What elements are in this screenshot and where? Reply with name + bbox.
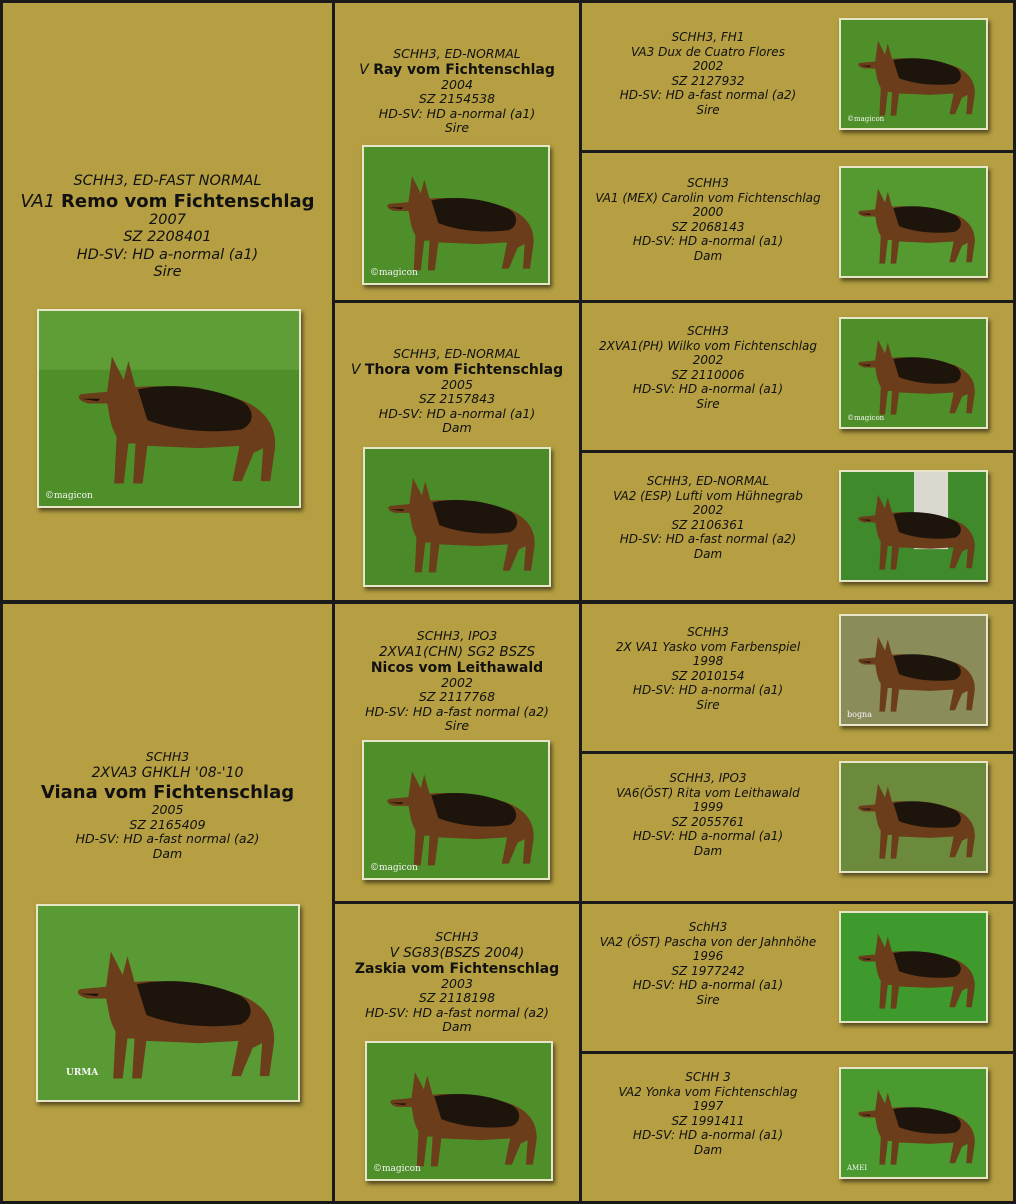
dog-photo[interactable] — [839, 911, 988, 1023]
hd-line: HD-SV: HD a-normal (a1) — [632, 978, 784, 993]
ancestor-info — [3, 173, 332, 282]
dog-photo[interactable] — [839, 761, 988, 873]
name-line — [335, 62, 579, 78]
ancestor-yonka — [582, 1054, 1013, 1201]
dog-photo[interactable] — [36, 904, 300, 1102]
dog-photo-image — [841, 616, 986, 724]
dog-photo-image — [364, 742, 548, 878]
hd-line: HD-SV: HD a-normal (a1) — [632, 1128, 784, 1143]
ancestor-remo — [3, 3, 332, 600]
ancestor-info — [582, 176, 834, 264]
sz-line: SZ 2117768 — [418, 689, 496, 705]
title-line: SCHH3, FH1 — [671, 30, 745, 44]
dog-photo-image — [365, 449, 549, 585]
title-line: SCHH3, ED-FAST NORMAL — [73, 173, 262, 189]
ancestor-info — [582, 625, 834, 713]
sz-line: SZ 1991411 — [671, 1113, 745, 1128]
ancestor-wilko — [582, 303, 1013, 450]
name-line — [335, 362, 579, 378]
ancestor-info — [3, 749, 332, 861]
ancestor-info — [335, 347, 579, 436]
ancestor-info — [335, 930, 579, 1035]
photo-watermark: ©magicon — [847, 115, 885, 123]
hd-line: HD-SV: HD a-normal (a1) — [632, 382, 784, 397]
name-line: VA2 (ESP) Lufti vom Hühnegrab — [613, 488, 803, 503]
hd-line: HD-SV: HD a-normal (a1) — [378, 105, 536, 121]
dog-photo-image — [841, 1069, 986, 1177]
role-line: Sire — [696, 396, 720, 411]
ancestor-yasko — [582, 604, 1013, 751]
year-line: 2002 — [692, 503, 724, 518]
sz-line: SZ 2165409 — [129, 816, 206, 832]
name-line: VA2 Yonka vom Fichtenschlag — [618, 1084, 798, 1099]
ancestor-zaskia — [335, 904, 579, 1201]
sz-line: SZ 2154538 — [418, 91, 496, 107]
dog-name: Remo vom Fichtenschlag — [61, 190, 315, 212]
dog-photo-image — [841, 319, 986, 427]
name-line: 2X VA1 Yasko vom Farbenspiel — [615, 639, 801, 654]
role-line: Sire — [153, 264, 182, 280]
ancestor-nicos — [335, 604, 579, 901]
dog-name: Thora vom Fichtenschlag — [364, 361, 564, 378]
ancestor-rita — [582, 754, 1013, 901]
ancestor-info — [582, 474, 834, 562]
name-line: VA1 (MEX) Carolin vom Fichtenschlag — [595, 190, 821, 205]
dog-photo-image — [841, 20, 986, 128]
dog-name: Ray vom Fichtenschlag — [373, 61, 555, 78]
subtitle-line: 2XVA3 GHKLH '08-'10 — [91, 765, 244, 781]
role-line: Sire — [696, 697, 720, 712]
dog-photo[interactable] — [362, 145, 550, 285]
ancestor-lufti — [582, 453, 1013, 600]
sz-line: SZ 2110006 — [671, 367, 745, 382]
role-line: Dam — [693, 1142, 723, 1157]
year-line: 2005 — [441, 376, 473, 392]
name-prefix: V — [350, 361, 361, 378]
photo-watermark: bogna — [847, 710, 872, 719]
dog-photo[interactable] — [363, 447, 551, 587]
role-line: Sire — [696, 992, 720, 1007]
ancestor-viana — [3, 604, 332, 1201]
year-line: 2007 — [149, 211, 186, 228]
sz-line: SZ 2055761 — [671, 814, 745, 829]
title-line: SCHH3 — [687, 176, 729, 190]
title-line: SchH3 — [688, 920, 728, 934]
title-line: SCHH3 — [687, 625, 729, 639]
photo-watermark: URMA — [66, 1068, 99, 1078]
dog-photo-image — [841, 763, 986, 871]
year-line: 1996 — [692, 949, 724, 964]
title-line: SCHH3 — [145, 749, 190, 764]
dog-photo-image — [364, 147, 548, 283]
sz-line: SZ 2127932 — [671, 73, 745, 88]
dog-photo[interactable] — [839, 614, 988, 726]
ancestor-dux — [582, 3, 1013, 150]
hd-line: HD-SV: HD a-fast normal (a2) — [365, 703, 549, 719]
role-line: Dam — [152, 845, 183, 861]
hd-line: HD-SV: HD a-normal (a1) — [76, 246, 259, 263]
ancestor-ray — [335, 3, 579, 300]
name-line: VA6(ÖST) Rita vom Leithawald — [616, 785, 800, 800]
role-line: Sire — [444, 718, 470, 734]
dog-photo[interactable] — [839, 317, 988, 429]
subtitle-line: V SG83(BSZS 2004) — [389, 944, 525, 961]
year-line: 2004 — [441, 76, 473, 92]
year-line: 2002 — [441, 674, 473, 690]
dog-photo[interactable] — [365, 1041, 553, 1181]
title-line: SCHH3, ED-NORMAL — [393, 46, 521, 61]
year-line: 2002 — [692, 59, 724, 74]
dog-photo[interactable] — [362, 740, 550, 880]
role-line: Dam — [693, 248, 723, 263]
year-line: 2003 — [441, 975, 473, 991]
sz-line: SZ 2068143 — [671, 219, 745, 234]
title-line: SCHH3, ED-NORMAL — [393, 346, 521, 361]
hd-line: HD-SV: HD a-normal (a1) — [632, 234, 784, 249]
title-line: SCHH 3 — [685, 1070, 731, 1084]
dog-photo-image — [367, 1043, 551, 1179]
name-prefix: V — [359, 61, 369, 78]
sz-line: SZ 2010154 — [671, 668, 745, 683]
ancestor-carolin — [582, 153, 1013, 300]
photo-watermark: AMEI — [847, 1164, 868, 1172]
sz-line: SZ 1977242 — [671, 963, 745, 978]
ancestor-pascha — [582, 904, 1013, 1051]
ancestor-info — [582, 324, 834, 412]
dog-photo-image — [841, 913, 986, 1021]
hd-line: HD-SV: HD a-normal (a1) — [378, 405, 536, 421]
dog-photo[interactable] — [839, 18, 988, 130]
ancestor-info — [582, 771, 834, 859]
title-line: SCHH3, IPO3 — [669, 771, 747, 785]
name-line: VA3 Dux de Cuatro Flores — [631, 44, 785, 59]
hd-line: HD-SV: HD a-normal (a1) — [632, 683, 784, 698]
photo-watermark: ©magicon — [373, 1164, 421, 1174]
ancestor-info — [582, 920, 834, 1008]
name-prefix: VA1 — [20, 190, 56, 212]
title-line: SCHH3 — [435, 929, 479, 944]
hd-line: HD-SV: HD a-normal (a1) — [632, 829, 784, 844]
dog-name: Viana vom Fichtenschlag — [40, 782, 295, 803]
photo-watermark: ©magicon — [370, 863, 418, 873]
photo-watermark: ©magicon — [45, 491, 93, 501]
ancestor-info — [582, 30, 834, 118]
year-line: 1999 — [692, 800, 724, 815]
role-line: Dam — [442, 1019, 472, 1035]
title-line: SCHH3, ED-NORMAL — [646, 474, 770, 488]
role-line: Dam — [693, 843, 723, 858]
photo-watermark: ©magicon — [847, 414, 885, 422]
sz-line: SZ 2157843 — [418, 391, 496, 407]
name-line — [3, 191, 332, 212]
role-line: Sire — [444, 120, 470, 136]
sz-line: SZ 2118198 — [418, 990, 496, 1006]
title-line: SCHH3, IPO3 — [416, 628, 498, 643]
role-line: Dam — [442, 420, 472, 436]
ancestor-info — [335, 629, 579, 734]
year-line: 2002 — [692, 353, 724, 368]
dog-photo-image — [39, 311, 299, 506]
name-line: VA2 (ÖST) Pascha von der Jahnhöhe — [599, 934, 817, 949]
photo-watermark: ©magicon — [370, 268, 418, 278]
ancestor-info — [582, 1070, 834, 1158]
hd-line: HD-SV: HD a-fast normal (a2) — [365, 1004, 549, 1020]
dog-name: Nicos vom Leithawald — [370, 659, 544, 676]
dog-photo[interactable] — [839, 1067, 988, 1179]
role-line: Sire — [696, 102, 720, 117]
subtitle-line: 2XVA1(CHN) SG2 BSZS — [378, 643, 536, 660]
dog-photo[interactable] — [839, 166, 988, 278]
hd-line: HD-SV: HD a-fast normal (a2) — [619, 532, 797, 547]
dog-photo-image — [841, 472, 986, 580]
title-line: SCHH3 — [687, 324, 729, 338]
ancestor-thora — [335, 303, 579, 600]
year-line: 2005 — [151, 802, 184, 817]
dog-photo[interactable] — [839, 470, 988, 582]
ancestor-info — [335, 47, 579, 136]
hd-line: HD-SV: HD a-fast normal (a2) — [75, 831, 260, 847]
sz-line: SZ 2106361 — [671, 517, 745, 532]
name-line: 2XVA1(PH) Wilko vom Fichtenschlag — [598, 338, 817, 353]
hd-line: HD-SV: HD a-fast normal (a2) — [619, 88, 797, 103]
dog-photo[interactable] — [37, 309, 301, 508]
dog-photo-image — [841, 168, 986, 276]
role-line: Dam — [693, 546, 723, 561]
dog-name: Zaskia vom Fichtenschlag — [354, 960, 560, 977]
year-line: 2000 — [692, 205, 724, 220]
sz-line: SZ 2208401 — [123, 229, 212, 245]
year-line: 1998 — [692, 654, 724, 669]
year-line: 1997 — [692, 1099, 724, 1114]
